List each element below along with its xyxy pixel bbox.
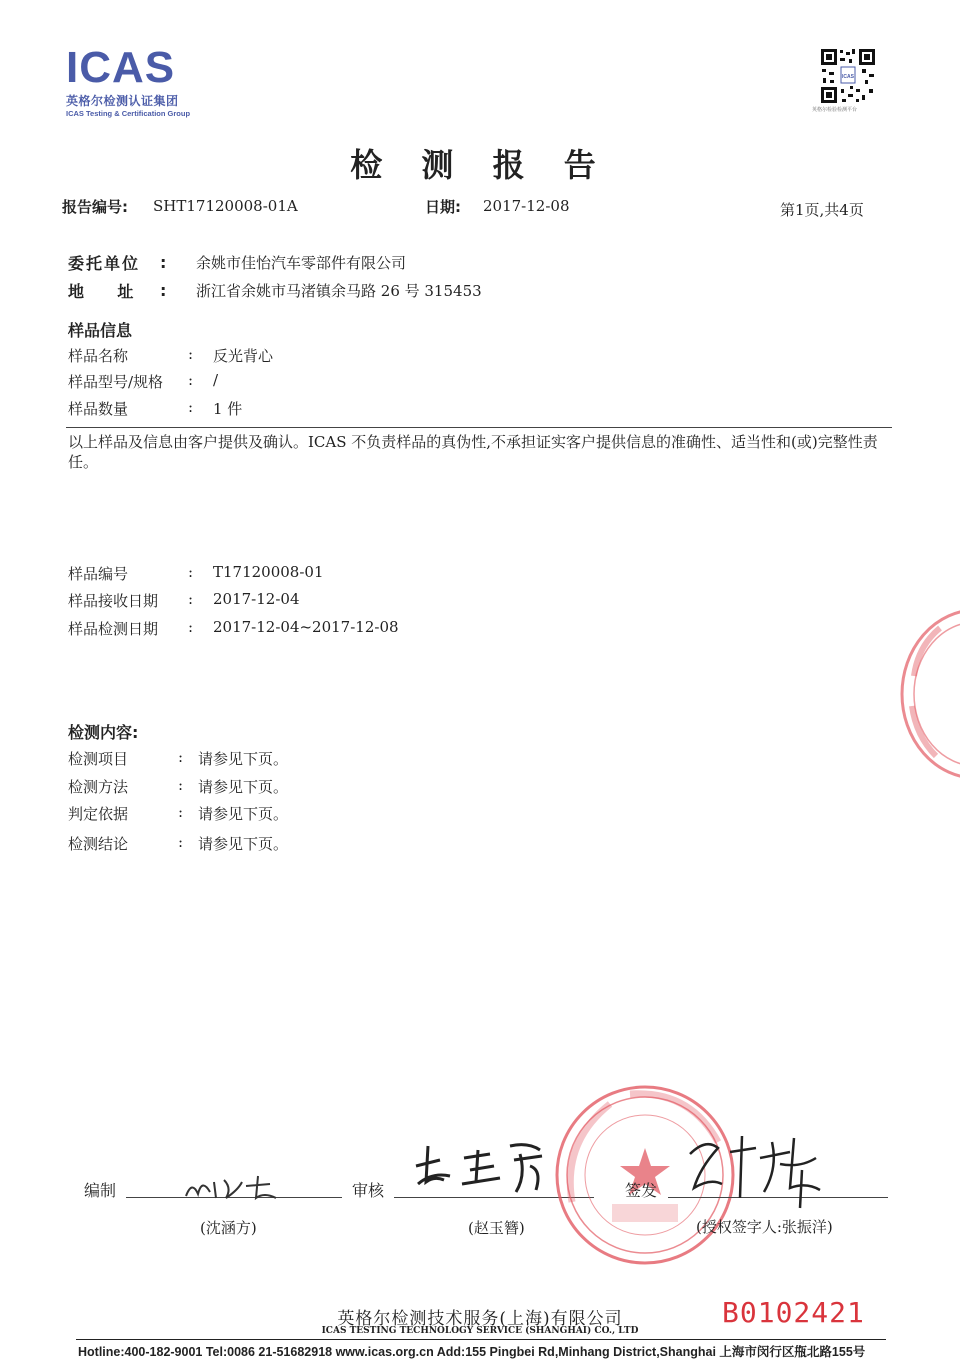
- page-indicator: 第1页,共4页: [780, 201, 864, 219]
- prepared-label: 编制: [84, 1181, 117, 1200]
- edge-stamp-icon: [896, 606, 960, 782]
- date-label: 日期:: [425, 198, 461, 216]
- sample-info-label: 样品数量: [68, 400, 129, 418]
- colon: :: [188, 398, 194, 416]
- approved-label: 签发: [625, 1181, 658, 1200]
- test-content-row: [68, 776, 668, 796]
- footer-contact: Hotline:400-182-9001 Tel:0086 21-51682918 www.icas.org.cn Add:155 Pingbei Rd,Minhang District,Shanghai 上海市闵行区甁北路155号: [78, 1345, 866, 1359]
- reviewed-label: 审核: [352, 1181, 385, 1200]
- sample-info-row: [68, 345, 668, 365]
- sample-id-label: 样品编号: [68, 565, 129, 583]
- test-content-row: [68, 748, 668, 768]
- sample-info-value: 1 件: [213, 400, 243, 418]
- test-content-label: 检测方法: [68, 778, 129, 796]
- colon: :: [188, 590, 194, 608]
- sample-info-label: 样品型号/规格: [68, 373, 164, 391]
- colon: :: [188, 563, 194, 581]
- sample-info-label: 样品名称: [68, 347, 129, 365]
- sample-info-row: [68, 398, 668, 418]
- divider: [66, 427, 892, 428]
- disclaimer: 以上样品及信息由客户提供及确认。ICAS 不负责样品的真伪性,不承担证实客户提供信息的准确性、适当性和(或)完整性责任。: [68, 433, 878, 471]
- sample-id-value: 2017-12-04: [213, 590, 300, 608]
- footer-company-cn: 英格尔检测技术服务(上海)有限公司: [337, 1309, 623, 1329]
- test-content-label: 检测结论: [68, 835, 129, 853]
- colon: :: [178, 748, 184, 766]
- reviewed-name: (赵玉簪): [468, 1219, 525, 1237]
- test-content-label: 判定依据: [68, 805, 129, 823]
- approved-name: (授权签字人:张振洋): [696, 1218, 833, 1236]
- footer-company-en: ICAS TESTING TECHNOLOGY SERVICE (SHANGHAI) CO., LTD: [321, 1326, 639, 1336]
- client-addr-label: 地 址: [68, 282, 134, 301]
- qr-caption: 英格尔检验检测平台: [812, 107, 858, 113]
- sample-id-value: T17120008-01: [213, 563, 324, 581]
- sample-id-row: [68, 618, 668, 638]
- sample-id-row: [68, 590, 668, 610]
- sample-id-value: 2017-12-04~2017-12-08: [213, 618, 399, 636]
- test-content-heading: 检测内容:: [68, 723, 139, 742]
- colon: :: [188, 371, 194, 389]
- approved-signature-icon: [660, 1128, 830, 1210]
- colon: :: [178, 803, 184, 821]
- test-content-value: 请参见下页。: [198, 805, 289, 823]
- logo-cn-text: 英格尔检测认证集团: [66, 94, 179, 108]
- test-content-label: 检测项目: [68, 750, 129, 768]
- report-no-label: 报告编号:: [62, 198, 128, 216]
- prepared-name: (沈涵方): [200, 1219, 257, 1237]
- sample-info-value: /: [213, 371, 219, 389]
- report-title: 检 测 报 告: [350, 146, 610, 184]
- prepared-signature-icon: [180, 1168, 290, 1206]
- sample-info-heading: 样品信息: [68, 321, 133, 340]
- serial-number: B0102421: [722, 1296, 865, 1329]
- client-name: 余姚市佳怡汽车零部件有限公司: [196, 254, 407, 272]
- test-content-value: 请参见下页。: [198, 750, 289, 768]
- report-no: SHT17120008-01A: [153, 197, 298, 215]
- sample-id-label: 样品接收日期: [68, 592, 159, 610]
- icas-logo: [66, 43, 191, 118]
- sample-info-value: 反光背心: [213, 347, 274, 365]
- client-address: 浙江省余姚市马渚镇余马路 26 号 315453: [196, 282, 482, 300]
- client-name-colon: :: [160, 253, 167, 272]
- report-date: 2017-12-08: [483, 197, 570, 215]
- test-content-row: [68, 833, 668, 853]
- colon: :: [178, 776, 184, 794]
- qr-code-icon: [820, 48, 876, 104]
- colon: :: [178, 833, 184, 851]
- test-content-row: [68, 803, 668, 823]
- colon: :: [188, 618, 194, 636]
- footer-divider: [76, 1339, 886, 1340]
- colon: :: [188, 345, 194, 363]
- test-content-value: 请参见下页。: [198, 835, 289, 853]
- client-name-label: 委托单位: [68, 254, 141, 273]
- test-content-value: 请参见下页。: [198, 778, 289, 796]
- logo-main-text: ICAS: [66, 43, 176, 92]
- logo-en-text: ICAS Testing & Certification Group: [66, 109, 191, 118]
- reviewed-signature-icon: [410, 1136, 560, 1198]
- client-addr-colon: :: [160, 281, 167, 300]
- svg-text:ICAS: ICAS: [842, 74, 854, 80]
- sample-id-row: [68, 563, 668, 583]
- sample-info-row: [68, 371, 668, 391]
- sample-id-label: 样品检测日期: [68, 620, 159, 638]
